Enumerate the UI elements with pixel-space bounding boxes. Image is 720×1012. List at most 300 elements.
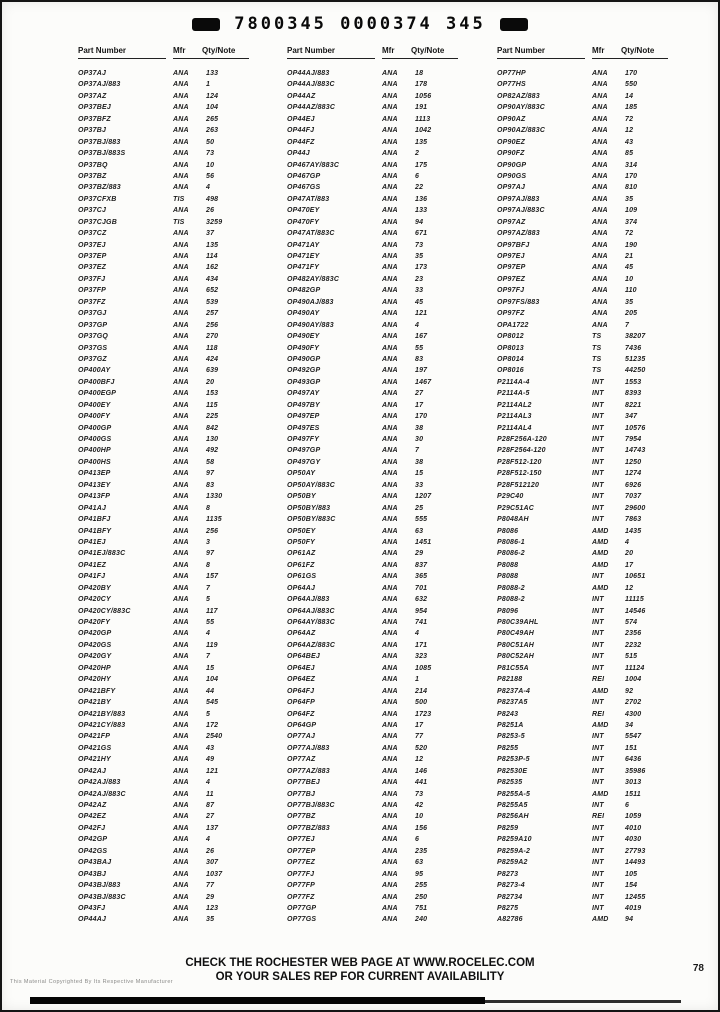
mfr-cell: TS [592,367,602,375]
header-underline [497,58,585,59]
part-cell: OP97AZ [497,218,526,226]
table-row [497,70,697,81]
part-cell: P28F2564-120 [497,447,546,455]
part-cell: OP44J [287,150,310,158]
part-number-header: Part Number [497,46,546,55]
mfr-cell: ANA [592,253,608,260]
mfr-cell: ANA [592,138,608,146]
part-cell: OP421FP [78,733,111,741]
qty-cell: 190 [625,241,638,249]
table-row [78,825,278,836]
part-cell: P8255 [497,744,519,752]
part-cell: P29C40 [497,493,524,501]
table-row [78,528,278,539]
qty-cell: 4 [415,321,420,329]
qty-cell: 1435 [625,527,642,535]
mfr-cell: ANA [173,401,189,409]
part-cell: OP8013 [497,344,524,352]
mfr-cell: ANA [173,424,189,432]
part-cell: OP77BJ/883C [287,802,335,809]
table-row [78,276,278,287]
qty-cell: 92 [625,687,634,695]
mfr-cell: INT [592,699,604,707]
mfr-cell: ANA [173,81,189,89]
mfr-cell: INT [592,870,604,878]
qty-cell: 701 [415,584,428,592]
bottom-bar-thick [30,997,485,1004]
qty-cell: 12455 [625,893,646,901]
table-row [78,390,278,401]
table-row [287,585,487,596]
qty-cell: 2702 [625,699,642,707]
qty-cell: 29 [206,893,215,901]
mfr-cell: INT [592,573,604,581]
part-cell: OP42FJ [78,824,106,832]
mfr-cell: ANA [592,207,608,215]
table-row [497,230,697,241]
table-row [497,813,697,824]
part-cell: P8275 [497,904,519,912]
qty-cell: 235 [415,847,428,855]
qty-cell: 35 [625,195,634,203]
table-row [287,367,487,378]
table-row [78,219,278,230]
part-cell: OP497BY [287,401,320,409]
qty-cell: 4300 [625,710,642,718]
mfr-cell: INT [592,436,604,443]
mfr-cell: ANA [173,207,189,215]
part-cell: OP467AY/883C [287,161,340,169]
qty-cell: 15 [415,470,424,478]
part-cell: OP400FY [78,413,111,421]
table-row [497,459,697,470]
mfr-cell: INT [592,378,604,386]
part-cell: OP97AJ/883C [497,207,545,215]
qty-cell: 35986 [625,767,646,775]
mfr-cell: ANA [173,859,189,867]
qty-cell: 8 [206,561,211,569]
table-row [78,665,278,676]
part-cell: OP37CFXB [78,195,117,203]
part-cell: OP44FJ [287,127,315,135]
qty-cell: 72 [625,230,634,238]
part-cell: OP97BFJ [497,241,530,249]
qty-cell: 1511 [625,790,641,798]
mfr-cell: ANA [173,619,189,626]
mfr-cell: ANA [173,287,189,295]
mfr-cell: INT [592,824,604,832]
part-cell: P2114AL3 [497,413,532,421]
header-underline [592,58,668,59]
table-row [287,836,487,847]
qty-cell: 4 [625,538,630,546]
mfr-cell: ANA [382,561,398,569]
part-cell: OP77FZ [287,893,315,901]
part-cell: OP43BJ [78,870,107,878]
part-cell: OP44FZ [287,138,315,146]
mfr-cell: ANA [173,355,189,363]
qty-cell: 1207 [415,493,432,501]
table-row [287,425,487,436]
table-row [287,711,487,722]
qty-cell: 539 [206,298,219,306]
table-row [78,402,278,413]
part-cell: OP400HS [78,458,111,466]
mfr-cell: ANA [382,802,398,809]
part-cell: OP64AZ [287,630,316,638]
part-cell: OP37AJ/883 [78,81,121,89]
table-row [497,882,697,893]
qty-cell: 172 [206,721,219,729]
table-row [497,573,697,584]
table-row [287,802,487,813]
table-row [497,162,697,173]
table-row [497,413,697,424]
part-cell: OP400AY [78,367,111,375]
part-cell: OP413EP [78,470,111,478]
part-cell: OP64AJ/883 [287,596,330,604]
table-row [78,299,278,310]
mfr-cell: ANA [173,413,189,421]
table-row [78,802,278,813]
mfr-cell: ANA [382,870,398,878]
qty-cell: 51235 [625,355,646,363]
table-row [287,676,487,687]
part-cell: OP77AZ/883 [287,767,330,775]
part-cell: OP497GY [287,458,321,466]
part-cell: OP400HP [78,447,111,455]
qty-cell: 114 [206,253,218,260]
table-row [287,287,487,298]
mfr-cell: ANA [173,390,189,398]
mfr-cell: INT [592,767,604,775]
part-cell: OP50EY [287,527,316,535]
table-row [287,299,487,310]
qty-cell: 58 [206,458,215,466]
mfr-cell: ANA [173,893,189,901]
mfr-cell: ANA [382,298,398,306]
table-row [78,653,278,664]
qty-cell: 14493 [625,859,646,867]
table-row [287,573,487,584]
part-cell: OP471AY [287,241,320,249]
qty-cell: 27 [206,813,215,821]
part-cell: OP400EGP [78,390,117,398]
part-cell: OP90FZ [497,150,525,158]
qty-cell: 954 [415,607,428,615]
table-row [78,539,278,550]
qty-cell: 14546 [625,607,646,615]
part-cell: P8259A-2 [497,847,531,855]
mfr-cell: ANA [173,710,189,718]
table-row [78,184,278,195]
mfr-cell: ANA [382,493,398,501]
qty-cell: 56 [206,172,215,180]
table-row [78,413,278,424]
qty-cell: 33 [415,481,424,489]
qty-cell: 73 [415,241,424,249]
mfr-cell: ANA [382,424,398,432]
part-cell: OP64AY/883C [287,619,335,626]
mfr-cell: ANA [173,756,189,764]
table-row [287,207,487,218]
mfr-cell: ANA [173,527,189,535]
table-row [497,528,697,539]
mfr-cell: ANA [382,207,398,215]
table-row [497,539,697,550]
qty-cell: 115 [206,401,218,409]
part-cell: OP64FJ [287,687,315,695]
table-row [287,733,487,744]
mfr-cell: ANA [382,836,398,844]
part-cell: OP37AZ [78,92,107,100]
part-cell: OP37AJ [78,70,107,77]
qty-cell: 133 [206,70,219,77]
qty-cell: 43 [206,744,215,752]
part-cell: OP497ES [287,424,320,432]
table-row [497,916,697,927]
table-row [78,516,278,527]
qty-note-header: Qty/Note [202,46,236,55]
part-cell: OP64BEJ [287,653,320,661]
mfr-cell: ANA [173,115,189,123]
part-cell: OP421GS [78,744,112,752]
mfr-cell: ANA [382,596,398,604]
part-cell: OP490AJ/883 [287,298,334,306]
table-row [287,505,487,516]
qty-cell: 842 [206,424,219,432]
mfr-cell: ANA [382,458,398,466]
qty-cell: 63 [415,859,424,867]
mfr-cell: ANA [173,458,189,466]
mfr-cell: TS [592,355,602,363]
mfr-cell: ANA [173,184,189,192]
table-row [78,813,278,824]
part-cell: OP77AJ/883 [287,744,330,752]
table-row [497,299,697,310]
table-row [287,219,487,230]
part-cell: OP420FY [78,619,111,626]
qty-cell: 170 [415,413,428,421]
qty-cell: 35 [206,916,215,924]
part-cell: OP41AJ [78,504,107,512]
table-row [287,116,487,127]
parts-column-1 [78,46,278,928]
footer-line-2: OR YOUR SALES REP FOR CURRENT AVAILABILITY [215,971,505,983]
qty-cell: 263 [206,127,219,135]
mfr-cell: AMD [592,916,609,924]
table-row [287,882,487,893]
barcode-digits: 7800345 0000374 345 [234,14,486,34]
mfr-cell: ANA [382,355,398,363]
mfr-cell: AMD [592,721,609,729]
mfr-cell: ANA [173,230,189,238]
mfr-cell: ANA [173,721,189,729]
mfr-cell: ANA [382,390,398,398]
qty-cell: 555 [415,516,428,524]
table-row [287,722,487,733]
part-cell: A82786 [497,916,523,924]
mfr-cell: INT [592,424,604,432]
qty-cell: 171 [415,641,428,649]
qty-cell: 7863 [625,516,642,524]
column-1-header [78,46,278,70]
table-row [497,699,697,710]
part-cell: OP42AJ/883 [78,779,121,787]
table-row [497,264,697,275]
part-cell: OP90AZ [497,115,526,123]
table-row [287,333,487,344]
qty-cell: 33 [415,287,424,295]
table-row [287,813,487,824]
qty-cell: 500 [415,699,428,707]
part-cell: OP490AY/883 [287,321,334,329]
mfr-cell: ANA [173,550,189,558]
qty-cell: 104 [206,676,219,684]
mfr-cell: INT [592,893,604,901]
table-row [497,791,697,802]
table-row [287,436,487,447]
part-cell: OP43BAJ [78,859,112,867]
table-row [78,310,278,321]
qty-cell: 5 [206,596,211,604]
page-number: 78 [692,963,704,974]
part-cell: OP37EJ [78,241,106,249]
qty-cell: 20 [206,378,215,386]
mfr-cell: ANA [173,664,189,672]
qty-cell: 10576 [625,424,646,432]
part-cell: OP50AY [287,470,316,478]
qty-cell: 95 [415,870,424,878]
mfr-cell: INT [592,630,604,638]
part-cell: OP64EZ [287,676,316,684]
qty-cell: 156 [415,824,428,832]
table-row [78,264,278,275]
part-cell: OP490FY [287,344,320,352]
qty-cell: 170 [625,172,638,180]
part-cell: OP97FJ [497,287,525,295]
part-cell: OP64GP [287,721,317,729]
qty-cell: 153 [206,390,219,398]
qty-cell: 639 [206,367,219,375]
qty-cell: 49 [206,756,215,764]
qty-cell: 55 [206,619,215,626]
qty-cell: 27 [415,390,424,398]
table-row [287,413,487,424]
qty-cell: 1042 [415,127,432,135]
qty-cell: 22 [415,184,424,192]
qty-cell: 257 [206,310,219,318]
table-row [497,390,697,401]
table-row [78,470,278,481]
qty-cell: 214 [415,687,428,695]
table-row [78,436,278,447]
mfr-cell: ANA [382,813,398,821]
mfr-cell: ANA [382,847,398,855]
qty-cell: 23 [415,275,424,283]
table-row [78,162,278,173]
mfr-cell: ANA [173,344,189,352]
qty-cell: 97 [206,550,215,558]
table-row [78,562,278,573]
qty-cell: 4030 [625,836,642,844]
header-underline [287,58,375,59]
part-cell: P2114AL2 [497,401,532,409]
mfr-cell: ANA [592,287,608,295]
table-row [78,733,278,744]
mfr-cell: ANA [173,676,189,684]
part-cell: OP97EP [497,264,526,272]
qty-cell: 17 [625,561,634,569]
mfr-cell: ANA [592,127,608,135]
table-row [287,459,487,470]
table-row [78,493,278,504]
table-row [497,653,697,664]
part-cell: OP44AZ/883C [287,104,336,112]
mfr-cell: INT [592,802,604,809]
mfr-cell: ANA [382,676,398,684]
table-row [497,345,697,356]
qty-cell: 29600 [625,504,646,512]
part-cell: OP37BZ/883 [78,184,121,192]
table-row [497,550,697,561]
qty-cell: 123 [206,904,219,912]
mfr-cell: ANA [173,767,189,775]
part-cell: OP497GP [287,447,321,455]
table-row [497,470,697,481]
mfr-cell: ANA [382,264,398,272]
table-row [497,184,697,195]
part-cell: OP420GP [78,630,112,638]
table-row [497,379,697,390]
qty-cell: 1085 [415,664,432,672]
part-cell: OP421BY/883 [78,710,126,718]
qty-cell: 8221 [625,401,642,409]
part-cell: OP493GP [287,378,321,386]
qty-cell: 4019 [625,904,642,912]
mfr-cell: ANA [382,241,398,249]
table-row [78,585,278,596]
mfr-cell: REI [592,813,605,821]
mfr-cell: INT [592,859,604,867]
table-row [287,402,487,413]
mfr-cell: ANA [173,870,189,878]
table-row [78,905,278,916]
part-cell: OP90AY/883C [497,104,545,112]
part-cell: OP41EJ [78,538,106,546]
qty-cell: 365 [415,573,428,581]
qty-cell: 30 [415,436,424,443]
mfr-cell: ANA [382,333,398,341]
mfr-cell: ANA [382,779,398,787]
qty-cell: 205 [625,310,638,318]
table-row [287,356,487,367]
qty-cell: 45 [625,264,634,272]
part-cell: OPA1722 [497,321,529,329]
column-2-header [287,46,487,70]
table-row [78,871,278,882]
mfr-cell: TIS [173,195,185,203]
mfr-cell: ANA [382,287,398,295]
part-cell: P80C49AH [497,630,535,638]
table-row [497,356,697,367]
table-row [78,882,278,893]
part-cell: P2114AL4 [497,424,532,432]
part-cell: OP41BFJ [78,516,111,524]
part-cell: OP43BJ/883C [78,893,126,901]
part-cell: OP64FP [287,699,316,707]
bottom-bar-thin [485,1000,681,1003]
